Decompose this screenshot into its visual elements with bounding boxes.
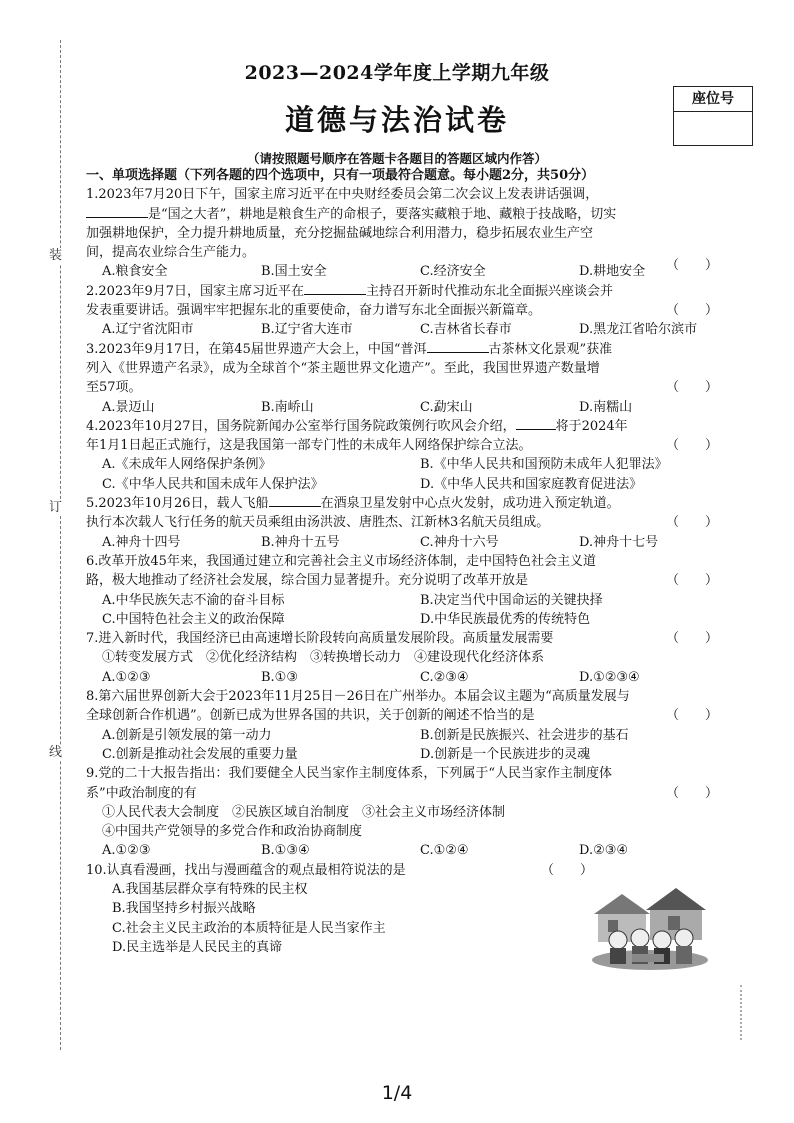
q1-answer-paren: （ ） [665,258,718,274]
q7-line: 7.进入新时代，我国经济已由高速增长阶段转向高质量发展阶段。高质量发展需要 （ ） [86,629,722,648]
q1-option-a: A.粮食安全 [102,264,168,280]
q3-option-d: D.南糯山 [579,399,633,415]
q8-options [86,726,722,765]
q4-option-c: C.《中华人民共和国未成年人保护法》 [102,476,324,492]
section-title: 一、单项选择题（下列各题的四个选项中，只有一项最符合题意。每小题2分，共50分） [86,168,595,183]
q9-options [86,841,722,860]
q2-option-c: C.吉林省长春市 [420,322,512,338]
q4-option-b: B.《中华人民共和国预防未成年人犯罪法》 [420,457,668,473]
q2-options [86,320,722,339]
q10-option-d: D.民主选举是人民民主的真谛 [112,939,283,955]
q6-option-d: D.中华民族最优秀的传统特色 [420,611,591,627]
q6-options [86,591,722,630]
q9-option-d: D.②③④ [579,843,629,859]
q3-option-c: C.勐宋山 [420,399,473,415]
q6-option-c: C.中国特色社会主义的政治保障 [102,611,285,627]
q10-line: 10.认真看漫画，找出与漫画蕴含的观点最相符说法的是 （ ） [86,861,722,880]
question-7 [86,629,722,687]
q6-option-b: B.决定当代中国命运的关键抉择 [420,592,603,608]
seat-number-box[interactable] [673,86,753,146]
exam-year-line: 2023—2024学年度上学期九年级 [244,62,550,84]
q7-option-c: C.②③④ [420,669,469,685]
page-number: 1/4 [381,1082,413,1104]
q8-option-a: A.创新是引领发展的第一动力 [102,727,272,743]
q3-answer-paren: （ ） [665,380,718,396]
q5-line: 执行本次载人飞行任务的航天员乘组由汤洪波、唐胜杰、江新林3名航天员组成。 （ ） [86,513,722,532]
question-8 [86,687,722,764]
margin-dots [740,985,742,1040]
binding-char-xian: 线 [49,745,63,760]
question-2 [86,282,722,340]
answer-blank [427,340,489,353]
q8-line: 全球创新合作机遇”。创新已成为世界各国的共识，关于创新的阐述不恰当的是 （ ） [86,706,722,725]
q7-option-b: B.①③ [261,669,298,685]
q9-items: ①人民代表大会制度 ②民族区域自治制度 ③社会主义市场经济体制 [102,804,506,820]
q1-option-d: D.耕地安全 [579,264,646,280]
q10-option-a: A.我国基层群众享有特殊的民主权 [112,881,308,897]
q8-option-c: C.创新是推动社会发展的重要力量 [102,746,298,762]
answer-blank [516,417,556,430]
q3-line: 列入《世界遗产名录》，成为全球首个“茶主题世界文化遗产”。至此，我国世界遗产数量增 [86,360,600,376]
q10-option-b: B.我国坚持乡村振兴战略 [112,901,256,917]
q9-items: ④中国共产党领导的多党合作和政治协商制度 [102,824,363,840]
q3-line: 3.2023年9月17日，在第45届世界遗产大会上，中国“普洱 古茶林文化景观”获准 [86,341,613,357]
q4-line: 年1月1日起正式施行，这是我国第一部专门性的未成年人网络保护综合立法。 （ ） [86,436,722,455]
q8-answer-paren: （ ） [665,708,718,724]
q2-option-b: B.辽宁省大连市 [261,322,353,338]
q5-option-a: A.神舟十四号 [102,534,181,550]
q9-option-a: A.①②③ [102,843,151,859]
q9-option-b: B.①③④ [261,843,310,859]
q6-answer-paren: （ ） [665,573,718,589]
question-1 [86,185,722,281]
q1-option-c: C.经济安全 [420,264,486,280]
q7-items: ①转变发展方式 ②优化经济结构 ③转换增长动力 ④建设现代化经济体系 [102,650,545,666]
q3-line: 至57项。 （ ） [86,378,722,397]
q7-option-a: A.①②③ [102,669,151,685]
q2-line: 2.2023年9月7日，国家主席习近平在 主持召开新时代推动东北全面振兴座谈会并 [86,283,614,299]
q6-option-a: A.中华民族矢志不渝的奋斗目标 [102,592,285,608]
answer-blank [86,205,148,218]
question-4 [86,417,722,494]
q6-line: 6.改革开放45年来，我国通过建立和完善社会主义市场经济体制，走中国特色社会主义道 [86,553,596,569]
q2-line: 发表重要讲话。强调牢牢把握东北的重要使命，奋力谱写东北全面振兴新篇章。 （ ） [86,301,722,320]
q1-options [86,258,722,281]
q9-line: 9.党的二十大报告指出：我们要健全人民当家作主制度体系，下列属于“人民当家作主制度体 [86,766,613,782]
q9-answer-paren: （ ） [665,785,718,801]
instruction-text: （请按照题号顺序在答题卡各题目的答题区域内作答） [246,151,547,166]
q5-option-c: C.神舟十六号 [420,534,499,550]
q5-options [86,533,722,552]
q2-answer-paren: （ ） [665,303,718,319]
q5-line: 5.2023年10月26日，载人飞船 在酒泉卫星发射中心点火发射，成功进入预定轨道。 [86,496,620,512]
q2-option-a: A.辽宁省沈阳市 [102,322,194,338]
q4-option-d: D.《中华人民共和国家庭教育促进法》 [420,476,643,492]
q4-line: 4.2023年10月27日，国务院新闻办公室举行国务院政策例行吹风会介绍， 将于2024年 [86,418,628,434]
q9-option-c: C.①②④ [420,843,469,859]
q3-options [86,398,722,417]
q8-option-d: D.创新是一个民族进步的灵魂 [420,746,591,762]
q7-option-d: D.①②③④ [579,669,640,685]
q7-answer-paren: （ ） [665,631,718,647]
q1-line: 是“国之大者”，耕地是粮食生产的命根子，要落实藏粮于地、藏粮于技战略，切实 [86,205,722,224]
answer-blank [269,494,321,507]
q1-line: 1.2023年7月20日下午，国家主席习近平在中央财经委员会第二次会议上发表讲话强调， [86,187,599,203]
q1-line: 加强耕地保护，全力提升耕地质量，充分挖掘盐碱地综合利用潜力，稳步拓展农业生产空 [86,225,594,241]
q2-option-d: D.黑龙江省哈尔滨市 [579,322,698,338]
question-5 [86,494,722,552]
q8-line: 8.第六届世界创新大会于2023年11月25日－26日在广州举办。本届会议主题为“高质量发展与 [86,689,630,705]
binding-dashed-line [60,40,61,1050]
q7-options [86,668,722,687]
q3-option-b: B.南峤山 [261,399,314,415]
q5-answer-paren: （ ） [665,515,718,531]
q1-option-b: B.国土安全 [261,264,327,280]
q5-option-b: B.神舟十五号 [261,534,340,550]
binding-char-ding: 订 [49,500,63,515]
question-9 [86,764,722,860]
q3-option-a: A.景迈山 [102,399,155,415]
q5-option-d: D.神舟十七号 [579,534,659,550]
q4-answer-paren: （ ） [665,438,718,454]
q10-option-c: C.社会主义民主政治的本质特征是人民当家作主 [112,920,386,936]
q1-line: 间，提高农业综合生产能力。 [86,245,256,261]
q9-line: 系”中政治制度的有 （ ） [86,784,722,803]
q4-options [86,455,722,494]
q8-option-b: B.创新是民族振兴、社会进步的基石 [420,727,629,743]
binding-char-zhuang: 装 [49,248,63,263]
question-6 [86,552,722,629]
q10-answer-paren: （ ） [541,862,594,878]
seat-number-label: 座位号 [674,87,752,112]
answer-blank [304,282,366,295]
question-section [86,166,722,957]
q4-option-a: A.《未成年人网络保护条例》 [102,457,272,473]
question-3 [86,340,722,417]
exam-title: 道德与法治试卷 [284,103,509,137]
q6-line: 路，极大地推动了经济社会发展，综合国力显著提升。充分说明了改革开放是 （ ） [86,571,722,590]
cartoon-illustration [588,880,710,972]
